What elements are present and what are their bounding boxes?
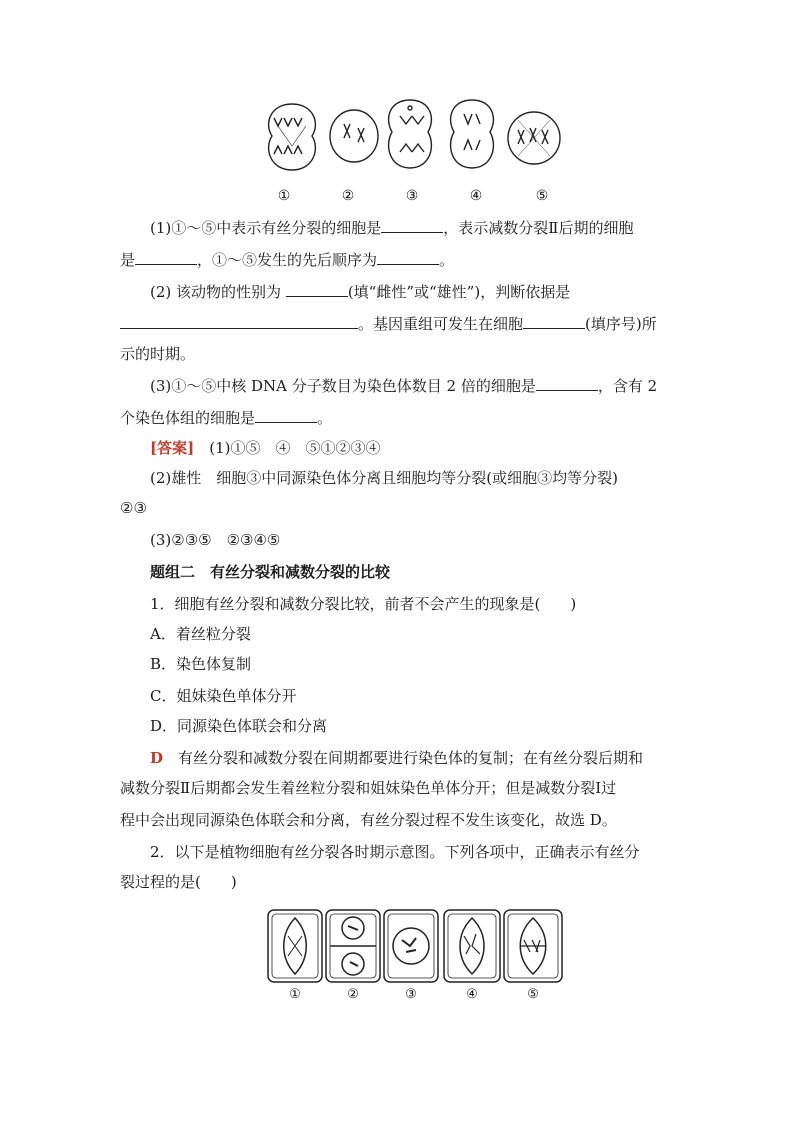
answer-line4: (3)②③⑤ ②③④⑤ xyxy=(150,531,281,549)
fig2-label-1: ① xyxy=(289,987,301,1002)
cell-division-diagram-1 xyxy=(262,96,574,208)
fig2-label-3: ③ xyxy=(405,987,417,1002)
cell-4-icon xyxy=(451,100,494,168)
answer-blank[interactable] xyxy=(255,408,317,423)
cell-5-icon xyxy=(508,112,560,164)
q1-answer-letter: D xyxy=(150,749,164,767)
answer-blank[interactable] xyxy=(135,250,197,265)
q1-option-b[interactable]: B．染色体复制 xyxy=(150,655,252,673)
fig1-label-5: ⑤ xyxy=(535,188,549,204)
q2-stem-line2: 裂过程的是( ) xyxy=(120,873,237,891)
question-part2-line1: (2) 该动物的性别为 (填“雌性”或“雄性”)，判断依据是 xyxy=(150,283,571,301)
plant-cell-3-icon xyxy=(384,910,438,982)
plant-cell-4-icon xyxy=(444,910,500,982)
answer-line2: (2)雄性 细胞③中同源染色体分离且细胞均等分裂(或细胞③均等分裂) xyxy=(150,469,618,487)
cell-1-icon xyxy=(269,104,316,170)
q1-explanation-line3: 程中会出现同源染色体联会和分离，有丝分裂过程不发生该变化，故选 D。 xyxy=(120,811,617,829)
question-part1-line1: (1)①～⑤中表示有丝分裂的细胞是 ，表示减数分裂Ⅱ后期的细胞 xyxy=(150,219,634,237)
section-title: 题组二 有丝分裂和减数分裂的比较 xyxy=(150,563,391,581)
answer-line3: ②③ xyxy=(120,499,147,517)
answer-line1: [答案] (1)①⑤ ④ ⑤①②③④ xyxy=(150,439,381,457)
plant-cell-1-icon xyxy=(268,910,322,982)
answer-blank[interactable] xyxy=(286,282,348,297)
fig2-label-4: ④ xyxy=(466,987,478,1002)
q1-stem: 1．细胞有丝分裂和减数分裂比较，前者不会产生的现象是( ) xyxy=(150,595,577,613)
figure-animal-cells xyxy=(262,96,574,208)
q1-explanation-line2: 减数分裂Ⅱ后期都会发生着丝粒分裂和姐妹染色单体分开；但是减数分裂Ⅰ过 xyxy=(120,779,617,797)
q1-option-a[interactable]: A．着丝粒分裂 xyxy=(150,625,251,643)
q2-stem-line1: 2．以下是植物细胞有丝分裂各时期示意图。下列各项中，正确表示有丝分 xyxy=(150,843,640,861)
fig1-label-2: ② xyxy=(341,188,355,204)
fig1-label-3: ③ xyxy=(405,188,419,204)
answer-blank[interactable] xyxy=(536,376,598,391)
q1-option-c[interactable]: C．姐妹染色单体分开 xyxy=(150,687,297,705)
answer-tag: [答案] xyxy=(150,439,195,457)
fig2-label-2: ② xyxy=(347,987,359,1002)
answer-blank[interactable] xyxy=(523,314,585,329)
fig2-label-5: ⑤ xyxy=(527,987,539,1002)
cell-3-icon xyxy=(389,100,432,168)
answer-blank[interactable] xyxy=(381,218,443,233)
answer-blank[interactable] xyxy=(377,250,439,265)
question-part3-line1: (3)①～⑤中核 DNA 分子数目为染色体数目 2 倍的细胞是 ，含有 2 xyxy=(150,377,658,395)
fig1-label-1: ① xyxy=(277,188,291,204)
question-part2-line2: 。基因重组可发生在细胞 (填序号)所 xyxy=(120,314,680,334)
plant-cell-5-icon xyxy=(504,910,562,982)
cell-2-icon xyxy=(330,110,378,162)
question-part1-line2: 是 ，①～⑤发生的先后顺序为 。 xyxy=(120,251,455,269)
question-part3-line2: 个染色体组的细胞是 。 xyxy=(120,409,333,427)
q1-explanation-line1: D 有丝分裂和减数分裂在间期都要进行染色体的复制；在有丝分裂后期和 xyxy=(150,749,644,767)
answer-blank[interactable] xyxy=(120,314,358,329)
q1-option-d[interactable]: D．同源染色体联会和分离 xyxy=(150,717,328,735)
fig1-label-4: ④ xyxy=(469,188,483,204)
question-part2-line3: 示的时期。 xyxy=(120,345,196,363)
plant-cell-2-icon xyxy=(326,910,380,982)
cell-division-diagram-2 xyxy=(262,906,572,1002)
figure-plant-cells xyxy=(262,906,572,1002)
